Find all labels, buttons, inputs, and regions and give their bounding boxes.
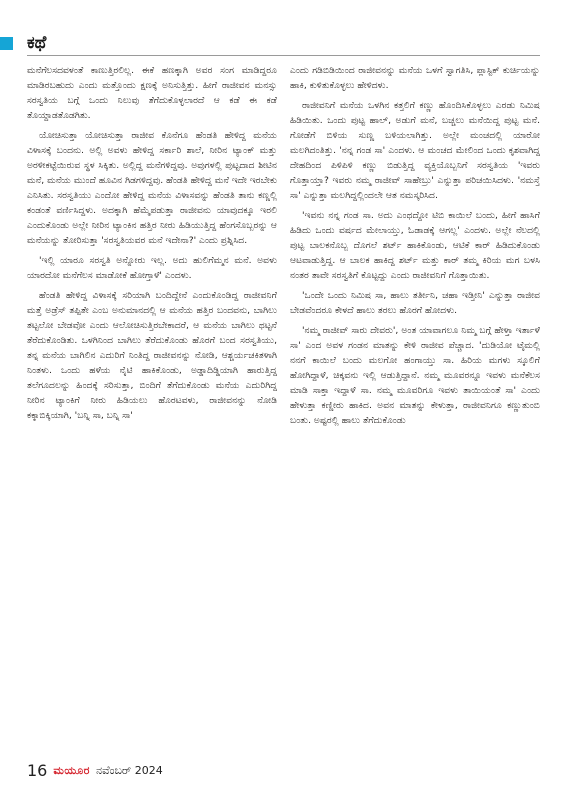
section-title: ಕಥೆ bbox=[27, 33, 47, 53]
right-column bbox=[290, 63, 540, 748]
paragraph: 'ಇಲ್ಲಿ ಯಾರೂ ಸರಸ್ವತಿ ಅನ್ನೋರು ಇಲ್ಲ. ಅದು ಹುಲಿಗೆಮ್ಮನ ಮನೆ. ಅವಳು ಯಾರದೋ ಮನೆಗೆಲಸ ಮಾಡೋಕೆ ಹೋಗ್ತಾಳೆ' ಎಂದಳು. bbox=[27, 255, 277, 281]
paragraph: 'ಒಂದೇ ಒಂದು ನಿಮಿಷ ಸಾ, ಹಾಲು ತರ್ತೀನಿ, ಚಹಾ ಇಡ್ತೀನಿ' ಎನ್ನುತ್ತಾ ರಾಜೀವ ಬೇಡವೆಂದರೂ ಕೇಳದೆ ಹಾಲು ತರಲು ಹೊರಗೆ ಹೋದಳು. bbox=[290, 290, 540, 316]
paragraph: ಯೋಚಿಸುತ್ತಾ ಯೋಚಿಸುತ್ತಾ ರಾಜೀವ ಕೊನೆಗೂ ಹೆಂಡತಿ ಹೇಳಿದ್ದ ಮನೆಯ ವಿಳಾಸಕ್ಕೆ ಬಂದನು. ಅಲ್ಲಿ ಅವಳು ಹೇಳಿದ್ದ ಸರ್ಕಾರಿ ಶಾಲೆ, ನೀರಿನ ಟ್ಯಾಂಕ್ ಮತ್ತು ಅರಳೀಕಟ್ಟೆಯಿರುವ ಸ್ಥಳ ಸಿಕ್ಕಿತು. ಅಲ್ಲಿದ್ದ ಮನೆಗಳಿದ್ದವು. ಅವುಗಳಲ್ಲಿ ಪುಟ್ಟದಾದ ಶೀಟಿನ ಮನೆ, ಮನೆಯ ಮುಂದೆ ಹೂವಿನ ಗಿಡಗಳಿದ್ದವು. ಹೆಂಡತಿ ಹೇಳಿದ್ದ ಮನೆ ಇದೇ ಇರಬೇಕು ಎನಿಸಿತು. ಸರಸ್ವತಿಯು ಎಂದೋ ಹೇಳಿದ್ದ ಮನೆಯ ವಿಳಾಸವನ್ನು ಹೆಂಡತಿ ತಾನು ಕಣ್ಣಲ್ಲಿ ಕಂಡಂತೆ ವರ್ಣಿಸಿದ್ದಳು. ಅದಕ್ಕಾಗಿ ಹೆಮ್ಮೆಪಡುತ್ತಾ ರಾಜೀವನು ಯಾವುದಕ್ಕೂ ಇರಲಿ ಎಂದುಕೊಂಡು ಅಲ್ಲೇ ನೀರಿನ ಟ್ಯಾಂಕಿನ ಹತ್ತಿರ ನೀರು ಹಿಡಿಯುತ್ತಿದ್ದ ಹೆಂಗಸೊಬ್ಬರನ್ನು ಆ ಮನೆಯನ್ನು ತೋರಿಸುತ್ತಾ 'ಸರಸ್ವತಿಯವರ ಮನೆ ಇದೇನಾ?' ಎಂದು ಪ್ರಶ್ನಿಸಿದ. bbox=[27, 130, 277, 246]
paragraph: ಹೆಂಡತಿ ಹೇಳಿದ್ದ ವಿಳಾಸಕ್ಕೆ ಸರಿಯಾಗಿ ಬಂದಿದ್ದೇನೆ ಎಂದುಕೊಂಡಿದ್ದ ರಾಜೀವನಿಗೆ ಮತ್ತೆ ಅಡ್ರೆಸ್ ತಪ್ಪಿತೇ ಎಂಬ ಅನುಮಾನದಲ್ಲಿ ಆ ಮನೆಯ ಹತ್ತಿರ ಬಂದವನು, ಬಾಗಿಲು ತಟ್ಟಲೋ ಬೇಡವೋ ಎಂದು ಆಲೋಚಿಸುತ್ತಿರಬೇಕಾದರೆ, ಆ ಮನೆಯ ಬಾಗಿಲು ಥಟ್ಟನೆ ತೆರೆದುಕೊಂಡಿತು. ಒಳಗಿನಿಂದ ಬಾಗಿಲು ತೆರೆದುಕೊಂಡು ಹೊರಗೆ ಬಂದ ಸರಸ್ವತಿಯು, ತನ್ನ ಮನೆಯ ಬಾಗಿಲಿನ ಎದುರಿಗೆ ನಿಂತಿದ್ದ ರಾಜೀವನನ್ನು ನೋಡಿ, ಆಶ್ಚರ್ಯಚಕಿತಳಾಗಿ ನಿಂತಳು. ಒಂದು ಹಳೆಯ ನೈಟಿ ಹಾಕಿಕೊಂಡು, ಅಡ್ಡಾದಿಡ್ಡಿಯಾಗಿ ಹಾರುತ್ತಿದ್ದ ತಲೆಗೂದಲನ್ನು ಹಿಂದಕ್ಕೆ ಸರಿಸುತ್ತಾ, ಬಿಂದಿಗೆ ತೆಗೆದುಕೊಂಡು ಮನೆಯ ಎದುರಿಗಿದ್ದ ನೀರಿನ ಟ್ಯಾಂಕಿಗೆ ನೀರು ಹಿಡಿಯಲು ಹೊರಟವಳು, ರಾಜೀವನನ್ನು ನೋಡಿ ಕಕ್ಕಾಬಿಕ್ಕಿಯಾಗಿ, 'ಬನ್ನಿ ಸಾ, ಬನ್ನಿ ಸಾ' bbox=[27, 290, 277, 421]
magazine-logo: ಮಯೂರ bbox=[53, 764, 90, 777]
paragraph: 'ನಮ್ಮ ರಾಜೀವ್ ಸಾರು ದೇವರು', ಅಂತ ಯಾವಾಗಲೂ ನಿಮ್ಮ ಬಗ್ಗೆ ಹೇಳ್ತಾ ಇರ್ತಾಳೆ ಸಾ' ಎಂದ ಅವಳ ಗಂಡನ ಮಾತನ್ನು ಕೇಳಿ ರಾಜೀವ ಪೆಚ್ಚಾದ. 'ದುಡಿಯೋ ಟೈಮಲ್ಲಿ ನನಗೆ ಕಾಯಿಲೆ ಬಂದು ಮಲಗೋ ಹಂಗಾಯ್ತು ಸಾ. ಹಿರಿಯ ಮಗಳು ಸ್ಕೂಲಿಗೆ ಹೋಗಿದ್ದಾಳೆ, ಚಿಕ್ಕವನು ಇಲ್ಲಿ ಆಡುತ್ತಿದ್ದಾನೆ. ನಮ್ಮ ಮೂವರನ್ನೂ ಇವಳು ಮನೆಕೆಲಸ ಮಾಡಿ ಸಾಕ್ತಾ ಇದ್ದಾಳೆ ಸಾ. ನಮ್ಮ ಮೂವರಿಗೂ ಇವಳು ತಾಯಿಯಂತೆ ಸಾ' ಎಂದು ಹೇಳುತ್ತಾ ಕಣ್ಣೀರು ಹಾಕಿದ. ಅವನ ಮಾತನ್ನು ಕೇಳುತ್ತಾ, ರಾಜೀವನಿಗೂ ಕಣ್ಣುತುಂಬಿ ಬಂತು. ಅಷ್ಟರಲ್ಲಿ ಹಾಲು ತೆಗೆದುಕೊಂಡು bbox=[290, 325, 540, 426]
left-column bbox=[27, 63, 277, 748]
paragraph: ಎಂದು ಗಡಿಬಿಡಿಯಿಂದ ರಾಜೀವನನ್ನು ಮನೆಯ ಒಳಗೆ ಸ್ವಾಗತಿಸಿ, ಪ್ಲಾಸ್ಟಿಕ್ ಕುರ್ಚಿಯನ್ನು ಹಾಕಿ, ಕುಳಿತುಕೊಳ್ಳಲು ಹೇಳಿದಳು. bbox=[290, 65, 540, 91]
section-accent-bar bbox=[0, 37, 13, 50]
page-footer bbox=[27, 760, 163, 782]
page-header bbox=[0, 0, 562, 53]
page-number: 16 bbox=[27, 761, 48, 780]
paragraph: ರಾಜೀವನಿಗೆ ಮನೆಯ ಒಳಗಿನ ಕತ್ತಲಿಗೆ ಕಣ್ಣು ಹೊಂದಿಸಿಕೊಳ್ಳಲು ಎರಡು ನಿಮಿಷ ಹಿಡಿಯಿತು. ಒಂದು ಪುಟ್ಟ ಹಾಲ್, ಅಡುಗೆ ಮನೆ, ಬಚ್ಚಲು ಮನೆಯಿದ್ದ ಪುಟ್ಟ ಮನೆ. ಗೋಡೆಗೆ ಬಿಳಿಯ ಸುಣ್ಣ ಬಳಿಯಲಾಗಿತ್ತು. ಅಲ್ಲೇ ಮಂಚದಲ್ಲಿ ಯಾರೋ ಮಲಗಿದಂತಿತ್ತು. 'ನನ್ನ ಗಂಡ ಸಾ' ಎಂದಳು. ಆ ಮಂಚದ ಮೇಲಿಂದ ಒಂದು ಕೃಶವಾಗಿದ್ದ ದೇಹದಿಂದ ಪಿಳಿಪಿಳಿ ಕಣ್ಣು ಬಿಡುತ್ತಿದ್ದ ವ್ಯಕ್ತಿಯೊಬ್ಬನಿಗೆ ಸರಸ್ವತಿಯ 'ಇವರು ಗೊತ್ತಾಯ್ತಾ? ಇವರು ನಮ್ಮ ರಾಜೀವ್ ಸಾಹೇಬ್ರು' ಎನ್ನುತ್ತಾ ಪರಿಚಯಿಸಿದಳು. 'ನಮಸ್ತೆ ಸಾ' ಎನ್ನುತ್ತಾ ಮಲಗಿದ್ದಲ್ಲಿಂದಲೇ ಆತ ನಮಸ್ಕರಿಸಿದ. bbox=[290, 100, 540, 201]
header-rule bbox=[27, 55, 540, 56]
paragraph: ಮನೆಗೆಲಸದವಳಂತೆ ಕಾಣುತ್ತಿರಲಿಲ್ಲ. ಈಕೆ ಹಣಕ್ಕಾಗಿ ಅವರ ಸಂಗ ಮಾಡಿದ್ದರೂ ಮಾಡಿರಬಹುದು ಎಂದು ಮತ್ತೊಂದು ಕ್ಷಣಕ್ಕೆ ಅನಿಸುತ್ತಿತ್ತು. ಹೀಗೆ ರಾಜೀವನ ಮನಸ್ಸು ಸರಸ್ವತಿಯ ಬಗ್ಗೆ ಒಂದು ನಿಲುವು ತೆಗೆದುಕೊಳ್ಳಲಾರದೆ ಆ ಕಡೆ ಈ ಕಡೆ ತೊಯ್ದಾಡತೊಡಗಿತು. bbox=[27, 65, 277, 121]
issue-date: ನವೆಂಬರ್ 2024 bbox=[95, 764, 163, 777]
paragraph: 'ಇವನು ನನ್ನ ಗಂಡ ಸಾ. ಅದು ಎಂಥದ್ದೋ ಟಿಬಿ ಕಾಯಿಲೆ ಬಂದು, ಹೀಗೆ ಹಾಸಿಗೆ ಹಿಡಿದು ಒಂದು ವರ್ಷದ ಮೇಲಾಯ್ತು, ಓಡಾಡಕ್ಕೆ ಆಗಲ್ಲ' ಎಂದಳು. ಅಲ್ಲೇ ನೆಲದಲ್ಲಿ ಪುಟ್ಟ ಬಾಲಕನೊಬ್ಬ ದೊಗಲೆ ಶರ್ಟ್ ಹಾಕಿಕೊಂಡು, ಆಟಿಕೆ ಕಾರ್ ಹಿಡಿದುಕೊಂಡು ಆಟವಾಡುತ್ತಿದ್ದ. ಆ ಬಾಲಕ ಹಾಕಿದ್ದ ಶರ್ಟ್ ಮತ್ತು ಕಾರ್ ತಮ್ಮ ಕಿರಿಯ ಮಗ ಬಳಸಿ ನಂತರ ತಾವೇ ಸರಸ್ವತಿಗೆ ಕೊಟ್ಟದ್ದು ಎಂದು ರಾಜೀವನಿಗೆ ಗೊತ್ತಾಯಿತು. bbox=[290, 210, 540, 281]
